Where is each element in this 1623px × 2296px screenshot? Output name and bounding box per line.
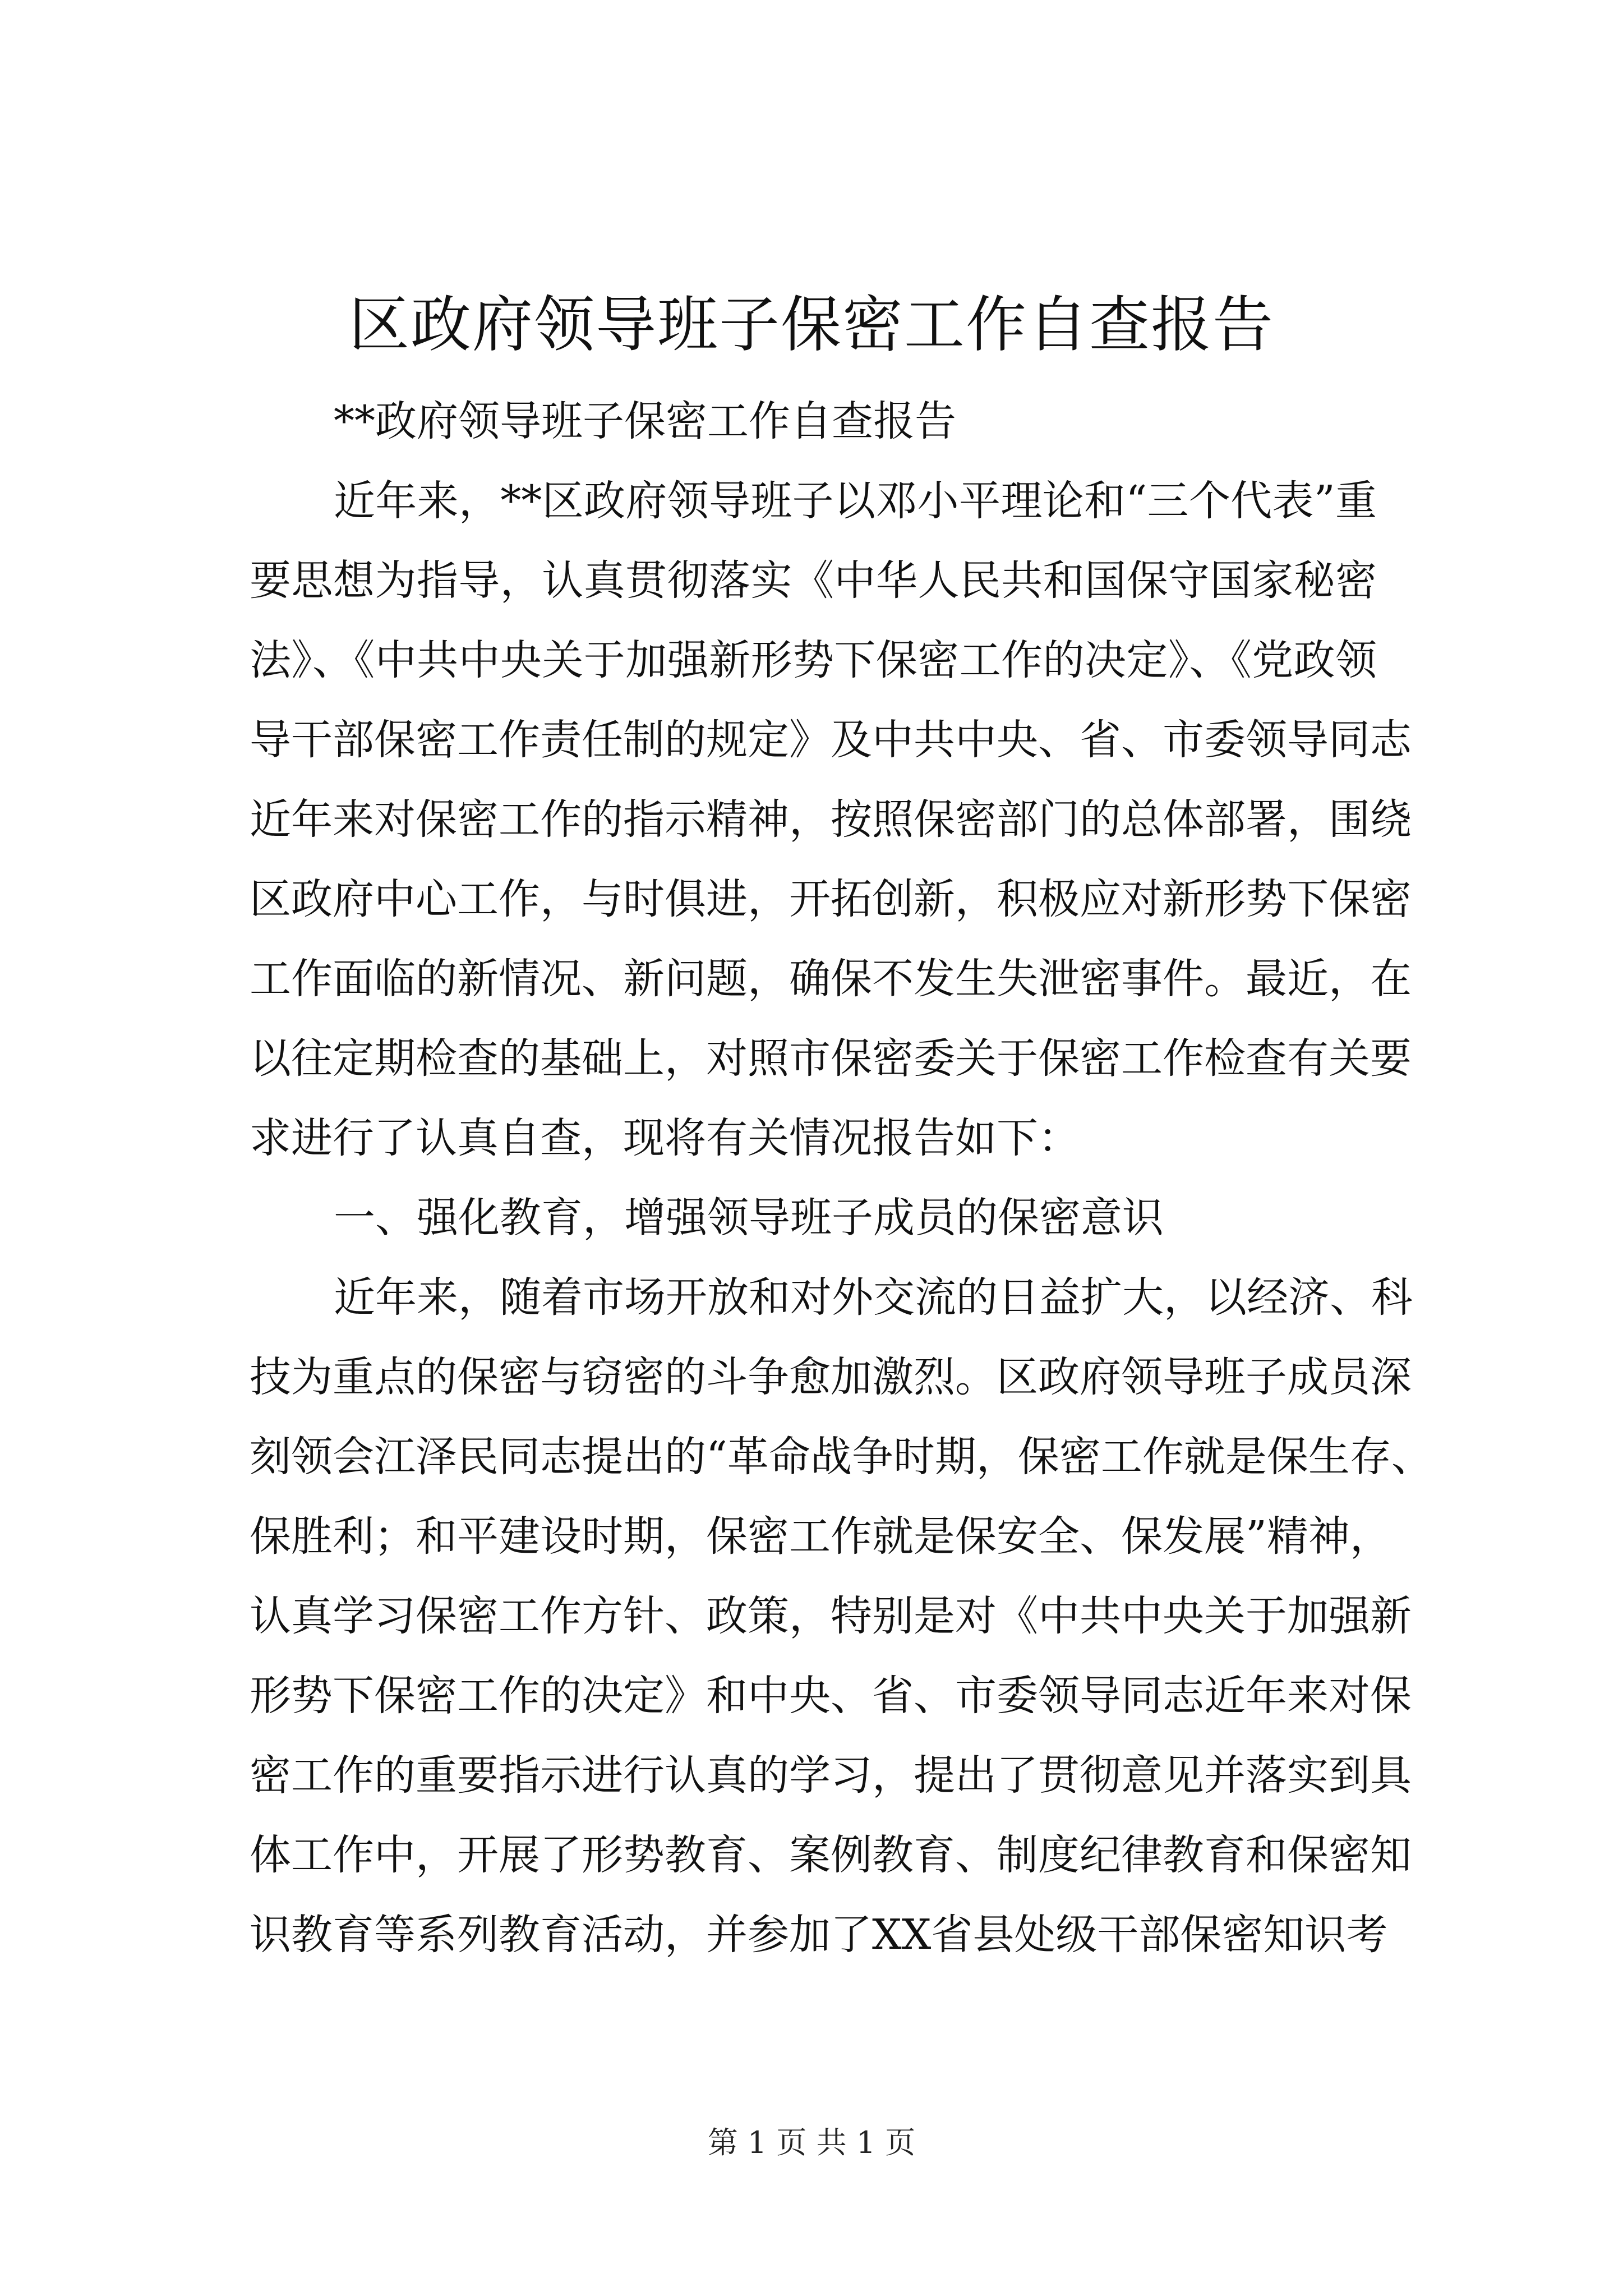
- body-line: 体工作中，开展了形势教育、案例教育、制度纪律教育和保密知: [250, 1831, 1412, 1879]
- body-line: 技为重点的保密与窃密的斗争愈加激烈。区政府领导班子成员深: [250, 1353, 1412, 1401]
- body-line: 求进行了认真自查，现将有关情况报告如下：: [250, 1114, 1080, 1162]
- body-line: 近年来对保密工作的指示精神，按照保密部门的总体部署，围绕: [250, 795, 1412, 844]
- body-line: 工作面临的新情况、新问题，确保不发生失泄密事件。最近，在: [250, 955, 1412, 1003]
- document-title: 区政府领导班子保密工作自查报告: [348, 290, 1274, 360]
- body-line: 识教育等系列教育活动，并参加了XX省县处级干部保密知识考: [250, 1911, 1388, 1959]
- body-line: 区政府中心工作，与时俱进，开拓创新，积极应对新形势下保密: [250, 875, 1412, 923]
- page-footer: 第 1 页 共 1 页: [707, 2125, 916, 2160]
- body-line: 刻领会江泽民同志提出的“革命战争时期，保密工作就是保生存、: [250, 1433, 1433, 1481]
- body-line: 要思想为指导，认真贯彻落实《中华人民共和国保守国家秘密: [250, 556, 1377, 605]
- body-line: 保胜利；和平建设时期，保密工作就是保安全、保发展”精神，: [250, 1512, 1391, 1561]
- body-line: 一、强化教育，增强领导班子成员的保密意识: [334, 1194, 1164, 1242]
- body-line: 形势下保密工作的决定》和中央、省、市委领导同志近年来对保: [250, 1672, 1412, 1720]
- body-line: 导干部保密工作责任制的规定》及中共中央、省、市委领导同志: [250, 716, 1412, 764]
- document-body: [250, 381, 1433, 1975]
- body-line: 密工作的重要指示进行认真的学习，提出了贯彻意见并落实到具: [250, 1751, 1412, 1800]
- body-line: 近年来，随着市场开放和对外交流的日益扩大，以经济、科: [334, 1273, 1413, 1322]
- body-line: 以往定期检查的基础上，对照市保密委关于保密工作检查有关要: [250, 1034, 1412, 1083]
- body-line: 法》、《中共中央关于加强新形势下保密工作的决定》、《党政领: [250, 636, 1377, 684]
- body-line: **政府领导班子保密工作自查报告: [334, 397, 956, 445]
- body-line: 认真学习保密工作方针、政策，特别是对《中共中央关于加强新: [250, 1592, 1412, 1640]
- body-line: 近年来，**区政府领导班子以邓小平理论和“三个代表”重: [334, 477, 1377, 525]
